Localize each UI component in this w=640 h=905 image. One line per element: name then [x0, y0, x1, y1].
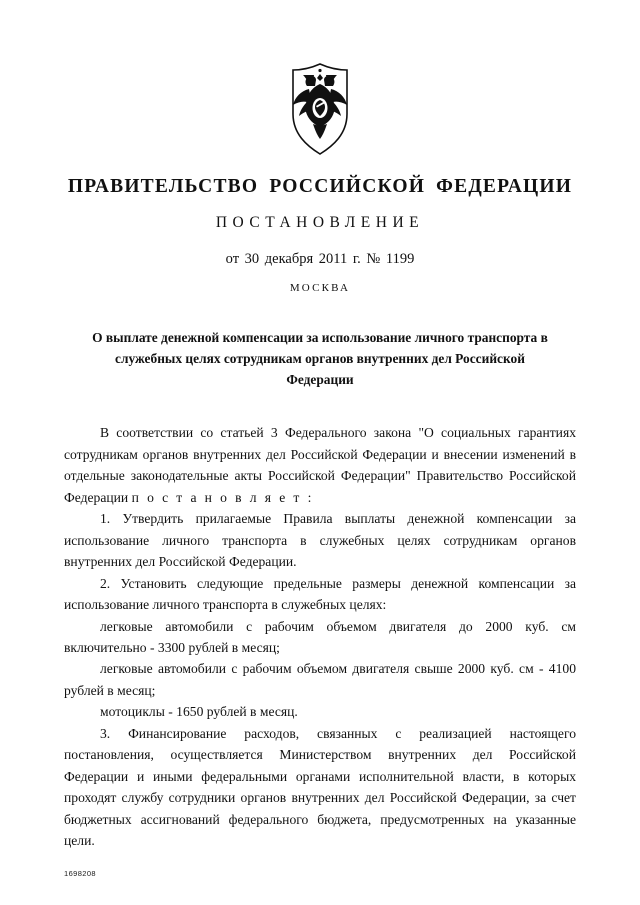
document-date-number: от 30 декабря 2011 г. № 1199: [225, 251, 415, 267]
document-type: ПОСТАНОВЛЕНИЕ: [215, 214, 425, 231]
paragraph-item-2: 2. Установить следующие предельные размеры денежной компенсации за использование личного транспорта в служебных целях:: [64, 575, 576, 613]
document-body: [64, 422, 576, 851]
page-title: ПРАВИТЕЛЬСТВО РОССИЙСКОЙ ФЕДЕРАЦИИ: [67, 176, 573, 197]
document-city: МОСКВА: [289, 282, 351, 294]
paragraph-item-2-b: легковые автомобили с рабочим объемом двигателя свыше 2000 куб. см - 4100 рублей в месяц;: [64, 661, 576, 698]
russian-federation-coat-of-arms-icon: [287, 62, 353, 158]
paragraph-preamble: [64, 422, 576, 508]
paragraph-preamble-text: В соответствии со статьей 3 Федерального закона "О социальных гарантиях сотрудникам органов внутренних дел Российской Федерации и внесении изменений в отдельные законодательные акты Российской Федерации" Правительство Российской Федерации: [64, 425, 576, 505]
document-footer-code: 1698208: [64, 869, 96, 878]
document-subject: О выплате денежной компенсации за использование личного транспорта в служебных целях сотрудникам органов внутренних дел Российской Федерации: [92, 330, 548, 387]
paragraph-item-2-c: мотоциклы - 1650 рублей в месяц.: [100, 704, 298, 720]
paragraph-item-3: 3. Финансирование расходов, связанных с реализацией настоящего постановления, осуществляется Министерством внутренних дел Российской Федерации и иными федеральными органами исполнительной власти, в которых проходят службу сотрудники органов внутренних дел Российской Федерации, за счет бюджетных ассигнований федерального бюджета, предусмотренных на указанные цели.: [64, 725, 576, 849]
coat-of-arms-container: [64, 62, 576, 162]
paragraph-preamble-emphasis: п о с т а н о в л я е т :: [131, 489, 314, 505]
paragraph-item-1: 1. Утвердить прилагаемые Правила выплаты денежной компенсации за использование личного транспорта в служебных целях сотрудникам органов внутренних дел Российской Федерации.: [64, 511, 576, 570]
paragraph-item-2-a: легковые автомобили с рабочим объемом двигателя до 2000 куб. см включительно - 3300 рублей в месяц;: [64, 618, 576, 655]
